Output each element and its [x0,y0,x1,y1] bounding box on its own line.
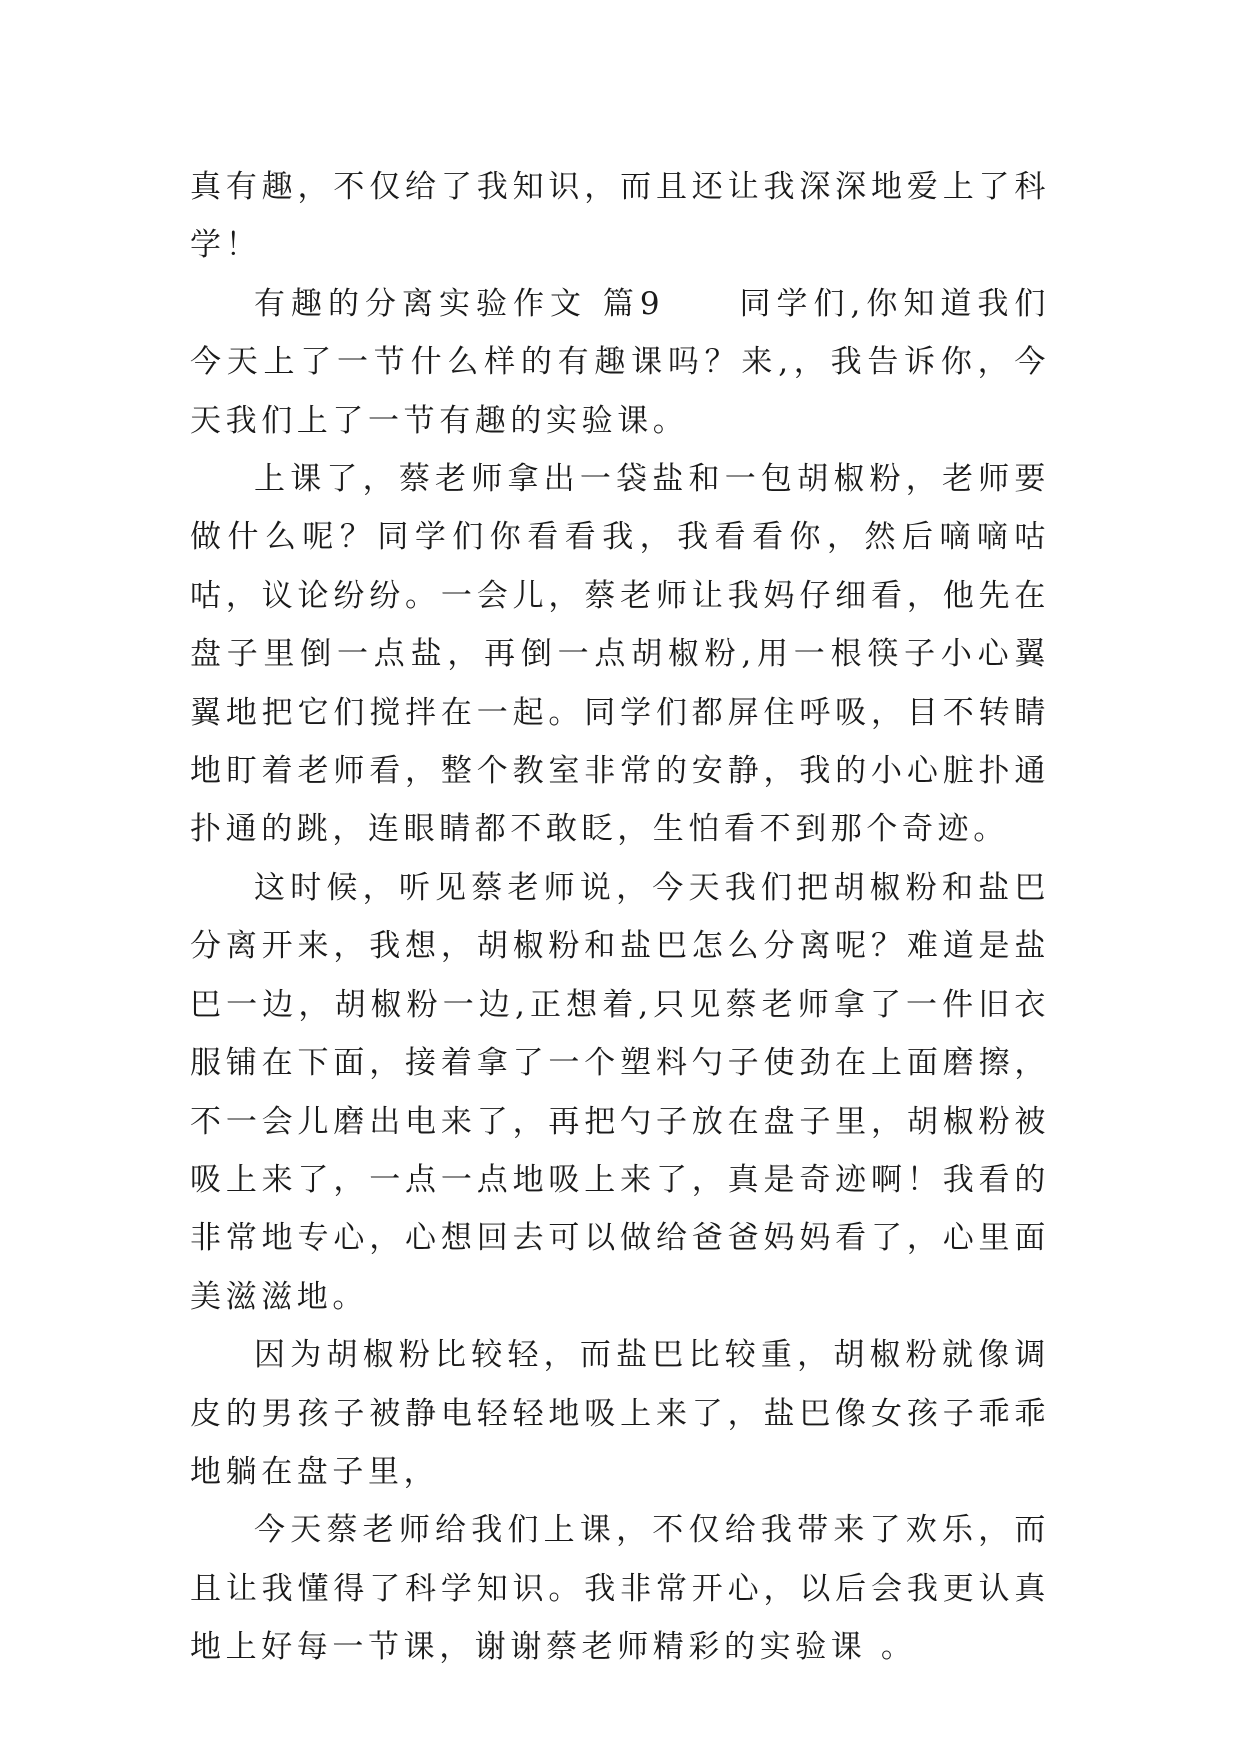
paragraph: 上课了，蔡老师拿出一袋盐和一包胡椒粉，老师要做什么呢？同学们你看看我，我看看你，然后嘀嘀咕咕，议论纷纷。一会儿，蔡老师让我妈仔细看，他先在盘子里倒一点盐，再倒一点胡椒粉,用一根筷子小心翼翼地把它们搅拌在一起。同学们都屏住呼吸，目不转睛地盯着老师看，整个教室非常的安静，我的小心脏扑通扑通的跳，连眼睛都不敢眨，生怕看不到那个奇迹。 [190,461,1050,848]
essay-body [190,158,1050,1677]
paragraph: 有趣的分离实验作文 篇9 同学们,你知道我们今天上了一节什么样的有趣课吗？来,，我告诉你，今天我们上了一节有趣的实验课。 [190,285,1050,439]
paragraph: 因为胡椒粉比较轻，而盐巴比较重，胡椒粉就像调皮的男孩子被静电轻轻地吸上来了，盐巴像女孩子乖乖地躺在盘子里， [190,1337,1050,1490]
paragraph: 这时候，听见蔡老师说，今天我们把胡椒粉和盐巴分离开来，我想，胡椒粉和盐巴怎么分离呢？难道是盐巴一边，胡椒粉一边,正想着,只见蔡老师拿了一件旧衣服铺在下面，接着拿了一个塑料勺子使劲在上面磨擦，不一会儿磨出电来了，再把勺子放在盘子里，胡椒粉被吸上来了，一点一点地吸上来了，真是奇迹啊！我看的非常地专心，心想回去可以做给爸爸妈妈看了，心里面美滋滋地。 [190,869,1050,1315]
paragraph: 真有趣，不仅给了我知识，而且还让我深深地爱上了科学！ [190,169,1050,264]
paragraph: 今天蔡老师给我们上课，不仅给我带来了欢乐，而且让我懂得了科学知识。我非常开心，以后会我更认真地上好每一节课，谢谢蔡老师精彩的实验课 。 [190,1512,1050,1666]
